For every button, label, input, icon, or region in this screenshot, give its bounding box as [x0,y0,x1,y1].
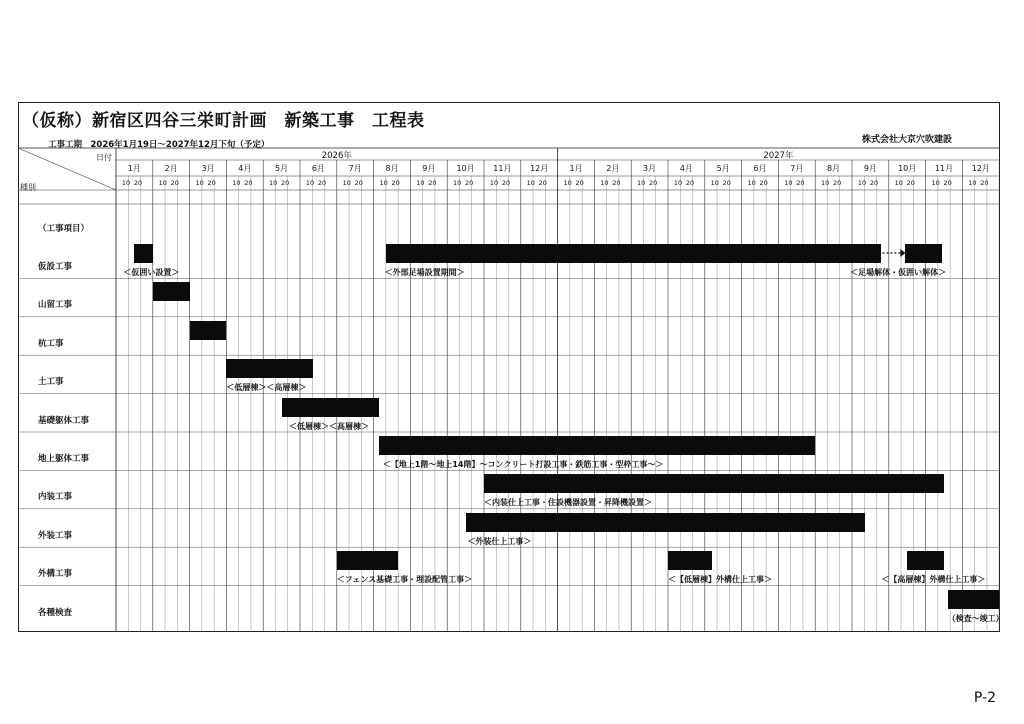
task-bar [379,436,815,455]
task-note: ＜仮囲い設置＞ [123,268,180,277]
month-label: 2月 [606,164,620,173]
company-name: 株式会社大京穴吹建設 [861,135,952,145]
task-note: ＜フェンス基礎工事・埋設配管工事＞ [336,575,473,585]
date-tick-label: 20 [354,179,363,187]
month-label: 6月 [311,164,325,173]
task-label: 地上躯体工事 [38,454,90,464]
task-bar [337,551,398,570]
task-note: （検査～竣工） [947,613,1004,623]
month-label: 5月 [275,164,289,173]
section-heading: （工事項目） [38,224,90,234]
date-tick-label: 20 [391,179,400,187]
date-tick-label: 20 [501,179,511,187]
task-label: 外装工事 [38,530,73,541]
date-tick-label: 10 [195,179,204,187]
date-tick-label: 10 [600,179,609,187]
month-label: 11月 [934,164,954,173]
date-tick-label: 10 [857,179,867,187]
date-tick-label: 10 [784,179,793,187]
date-tick-label: 20 [685,179,695,187]
date-tick-label: 10 [894,179,903,187]
month-label: 3月 [643,164,657,173]
date-tick-label: 20 [906,179,915,187]
year-label: 2026年 [321,151,352,161]
date-tick-label: 10 [489,179,499,187]
header-diagonal-line [18,148,116,190]
task-note: ＜低層棟＞＜高層棟＞ [288,421,369,431]
task-label: 基礎躯体工事 [38,415,90,426]
date-tick-label: 10 [673,179,683,187]
date-tick-label: 10 [305,179,315,187]
date-tick-label: 20 [428,179,437,187]
task-note: ＜外装仕上工事＞ [467,536,532,546]
date-tick-label: 10 [821,179,830,187]
date-tick-label: 10 [416,179,425,187]
date-tick-label: 10 [158,179,167,187]
header-kind-label: 種別 [20,183,36,192]
month-label: 1月 [569,164,583,173]
task-bar [948,590,1000,609]
month-label: 7月 [348,164,362,173]
task-note: ＜【高層棟】外構仕上工事＞ [881,575,986,585]
month-label: 10月 [456,164,475,173]
date-tick-label: 10 [747,179,756,187]
task-note: ＜内装仕上工事・住設機器設置・昇降機設置＞ [484,498,652,508]
date-tick-label: 20 [207,179,216,187]
date-tick-label: 20 [796,179,805,187]
task-note: ＜【地上1階～地上14階】～コンクリート打設工事・鉄筋工事・型枠工事～＞ [382,460,664,469]
task-bar [905,244,942,263]
date-tick-label: 10 [710,179,719,187]
date-tick-label: 10 [121,179,131,187]
month-label: 6月 [753,164,767,173]
task-label: 仮設工事 [38,262,73,272]
date-tick-label: 20 [281,179,290,187]
month-label: 4月 [679,164,693,173]
task-bar [282,398,380,417]
task-label: 土工事 [38,377,64,388]
date-tick-label: 20 [722,179,731,187]
date-tick-label: 20 [465,179,474,187]
month-label: 9月 [422,164,436,173]
date-tick-label: 10 [968,179,977,187]
task-note: ＜低層棟＞＜高層棟＞ [226,383,307,393]
task-label: 杭工事 [38,338,64,349]
month-label: 7月 [790,164,804,173]
date-tick-label: 10 [453,179,462,187]
construction-period: 工事工期 2026年1月19日～2027年12月下旬（予定） [48,140,270,150]
task-bar [484,474,944,493]
date-tick-label: 20 [869,179,879,187]
task-note: ＜【低層棟】外構仕上工事＞ [668,575,772,585]
task-note: ＜外部足場設置期間＞ [384,268,465,277]
month-label: 12月 [971,164,990,173]
month-label: 8月 [385,164,399,173]
date-tick-label: 20 [943,179,952,187]
date-tick-label: 10 [526,179,535,187]
month-label: 5月 [716,164,730,173]
header-day-label: 日付 [96,153,112,162]
date-tick-label: 20 [980,179,989,187]
task-bar [226,359,312,378]
date-tick-label: 10 [232,179,241,187]
month-label: 4月 [238,164,252,173]
date-tick-label: 10 [637,179,646,187]
task-label: 山留工事 [38,300,73,311]
task-label: 外構工事 [38,569,73,580]
month-label: 3月 [201,164,215,173]
month-label: 1月 [127,164,141,173]
task-bar [466,513,865,532]
task-bar [190,321,227,340]
task-label: 内装工事 [38,492,73,503]
date-tick-label: 10 [342,179,351,187]
month-label: 12月 [530,164,549,173]
month-label: 10月 [898,164,917,173]
month-label: 11月 [493,164,512,173]
date-tick-label: 20 [612,179,621,187]
page-number: P-2 [973,690,996,706]
task-bar [134,244,152,263]
date-tick-label: 20 [575,179,584,187]
task-bar [386,244,881,263]
date-tick-label: 20 [170,179,179,187]
task-label: 各種検査 [38,607,73,618]
date-tick-label: 10 [931,179,940,187]
task-note: ＜足場解体・仮囲い解体＞ [850,268,947,277]
date-tick-label: 20 [649,179,658,187]
date-tick-label: 20 [133,179,143,187]
month-label: 9月 [863,164,877,173]
date-tick-label: 10 [269,179,278,187]
month-label: 2月 [164,164,178,173]
date-tick-label: 10 [563,179,572,187]
date-tick-label: 20 [759,179,768,187]
task-bar [153,282,190,301]
year-label: 2027年 [763,151,794,161]
date-tick-label: 20 [317,179,327,187]
date-tick-label: 20 [244,179,253,187]
date-tick-label: 20 [538,179,547,187]
date-tick-label: 20 [833,179,842,187]
page-title: （仮称）新宿区四谷三栄町計画 新築工事 工程表 [22,111,425,131]
date-tick-label: 10 [379,179,388,187]
task-bar [907,551,944,570]
task-bar [668,551,712,570]
month-label: 8月 [827,164,841,173]
